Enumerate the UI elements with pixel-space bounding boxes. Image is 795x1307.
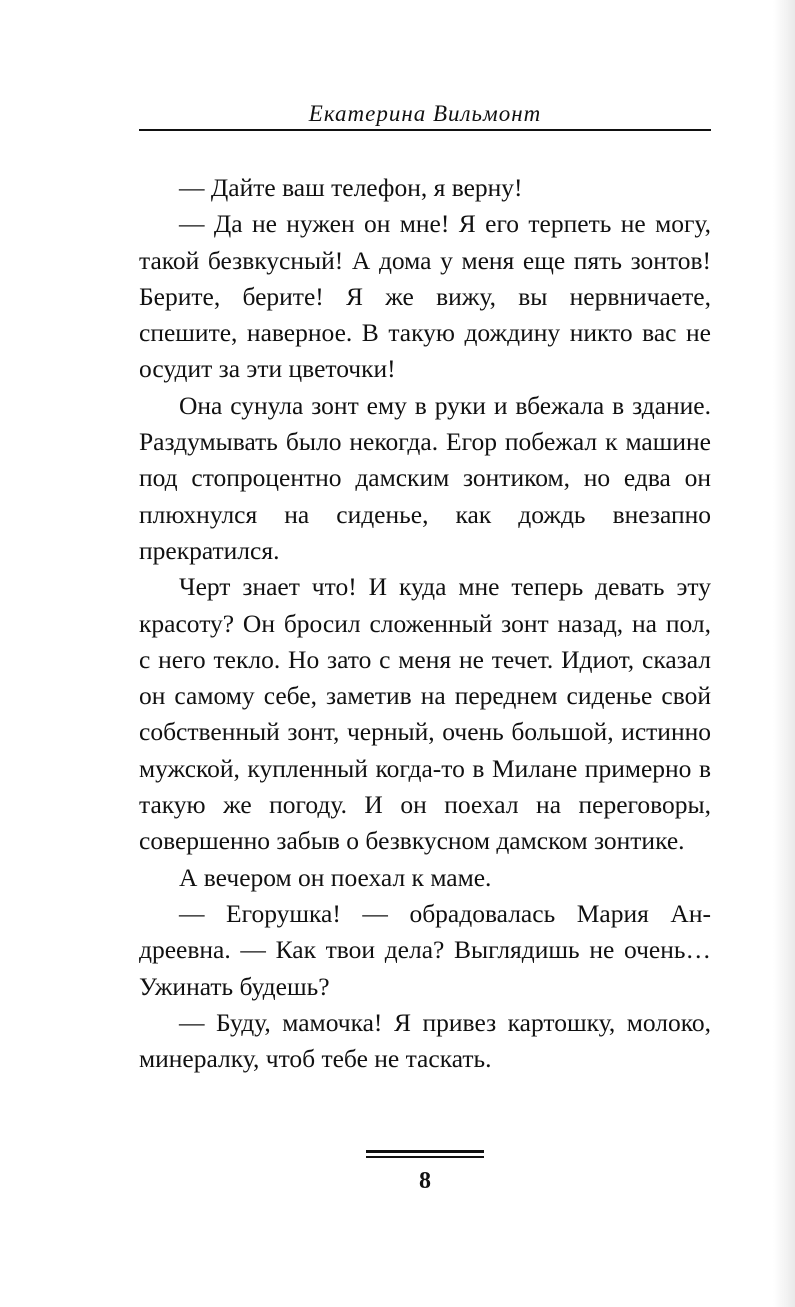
body-text: [139, 170, 711, 1077]
paragraph: — Дайте ваш телефон, я верну!: [179, 173, 523, 202]
folio-rule-top: [366, 1150, 484, 1153]
paragraph: — Буду, мамочка! Я привез картошку, молоко, минералку, чтоб тебе не таскать.: [139, 1007, 711, 1074]
header-rule: [139, 129, 711, 131]
paragraph: — Да не нужен он мне! Я его терпеть не могу, такой безвкусный! А дома у меня еще пять зонтов! Берите, берите! Я же вижу, вы нервничаете, спешите, наверное. В такую дождину никто вас не осудит за эти цветочки!: [139, 209, 711, 384]
paragraph: Она сунула зонт ему в руки и вбежала в здание. Раздумывать было некогда. Егор побежал к машине под стопроцентно дамским зонтиком, но едва он плюхнулся на сиденье, как дождь внезапно прекратился.: [139, 390, 711, 565]
paragraph: А вечером он поехал к маме.: [179, 862, 492, 892]
paragraph: — Егорушка! — обрадовалась Мария Андреевна. — Как твои дела? Выглядишь не очень… Ужинать будешь?: [139, 898, 711, 1001]
folio-rule-bottom: [366, 1156, 484, 1158]
paragraph: Черт знает что! И куда мне теперь девать эту красоту? Он бросил сложенный зонт назад, на пол, с него текло. Но зато с меня не течет. Идиот, сказал он самому себе, заметив на переднем сиденье свой собственный зонт, черный, очень большой, истинно мужской, купленный когда-то в Милане примерно в такую же погоду. И он поехал на переговоры, совершенно забыв о безвкусном дамском зонтике.: [139, 572, 711, 856]
page-edge-shadow: [773, 0, 795, 1307]
page-number: 8: [419, 1168, 431, 1194]
running-header-author: Екатерина Вильмонт: [308, 101, 542, 126]
